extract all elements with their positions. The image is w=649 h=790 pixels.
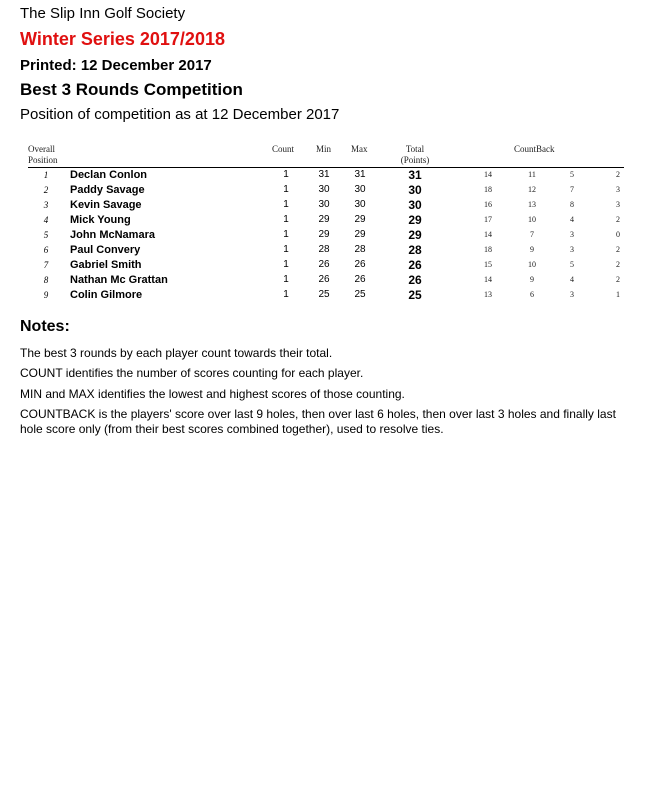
row-count: 1 — [283, 169, 289, 180]
printed-date: Printed: 12 December 2017 — [20, 57, 212, 74]
row-countback-9: 14 — [484, 275, 492, 284]
row-player-name: Paul Convery — [70, 244, 141, 256]
table-row — [0, 273, 649, 288]
table-row — [0, 168, 649, 183]
table-row — [0, 183, 649, 198]
row-countback-3: 4 — [570, 215, 574, 224]
row-min: 30 — [318, 184, 330, 195]
row-player-name: Gabriel Smith — [70, 259, 142, 271]
col-header-overall-line1: Overall — [28, 144, 55, 154]
row-countback-1: 2 — [616, 260, 620, 269]
table-row — [0, 258, 649, 273]
row-count: 1 — [283, 214, 289, 225]
row-total: 28 — [408, 243, 422, 257]
table-row — [0, 288, 649, 303]
row-max: 29 — [354, 229, 366, 240]
row-countback-9: 13 — [484, 290, 492, 299]
notes-title: Notes: — [20, 318, 70, 335]
row-count: 1 — [283, 244, 289, 255]
note-line: COUNT identifies the number of scores counting for each player. — [20, 366, 364, 380]
col-header-overall — [28, 144, 58, 166]
row-countback-6: 11 — [528, 170, 536, 179]
row-countback-9: 16 — [484, 200, 492, 209]
row-countback-3: 7 — [570, 185, 574, 194]
row-player-name: Colin Gilmore — [70, 289, 143, 301]
row-max: 25 — [354, 289, 366, 300]
row-countback-3: 3 — [570, 230, 574, 239]
row-countback-9: 17 — [484, 215, 492, 224]
row-total: 25 — [408, 288, 422, 302]
row-total: 29 — [408, 213, 422, 227]
row-player-name: Paddy Savage — [70, 184, 145, 196]
row-countback-1: 2 — [616, 245, 620, 254]
row-count: 1 — [283, 184, 289, 195]
row-countback-3: 3 — [570, 290, 574, 299]
col-header-countback: CountBack — [514, 144, 555, 154]
row-total: 29 — [408, 228, 422, 242]
row-position: 1 — [43, 170, 49, 180]
row-countback-1: 2 — [616, 170, 620, 179]
col-header-total — [398, 144, 432, 166]
row-player-name: Nathan Mc Grattan — [70, 274, 168, 286]
row-max: 28 — [354, 244, 366, 255]
row-total: 26 — [408, 258, 422, 272]
row-countback-9: 18 — [484, 245, 492, 254]
row-countback-3: 5 — [570, 170, 574, 179]
society-name: The Slip Inn Golf Society — [20, 5, 186, 22]
row-count: 1 — [283, 199, 289, 210]
col-header-count: Count — [272, 144, 295, 154]
row-min: 26 — [318, 274, 330, 285]
row-position: 4 — [43, 215, 49, 225]
row-count: 1 — [283, 274, 289, 285]
competition-subtitle: Position of competition as at 12 December 2017 — [20, 106, 340, 123]
row-countback-1: 3 — [616, 185, 620, 194]
series-title: Winter Series 2017/2018 — [20, 29, 225, 49]
row-min: 31 — [318, 169, 330, 180]
row-countback-6: 13 — [528, 200, 536, 209]
col-header-total-line2: (Points) — [400, 155, 430, 165]
row-player-name: Kevin Savage — [70, 199, 142, 211]
row-max: 29 — [354, 214, 366, 225]
table-row — [0, 198, 649, 213]
row-count: 1 — [283, 289, 289, 300]
row-position: 5 — [43, 230, 49, 240]
row-position: 3 — [43, 200, 49, 210]
row-countback-6: 9 — [530, 245, 534, 254]
note-line: The best 3 rounds by each player count towards their total. — [20, 346, 333, 360]
row-countback-1: 2 — [616, 275, 620, 284]
row-position: 9 — [43, 290, 49, 300]
row-min: 29 — [318, 214, 330, 225]
table-row — [0, 213, 649, 228]
row-position: 7 — [43, 260, 49, 270]
col-header-overall-line2: Position — [28, 155, 58, 165]
row-position: 8 — [43, 275, 49, 285]
row-total: 26 — [408, 273, 422, 287]
col-header-max: Max — [351, 144, 368, 154]
table-row — [0, 228, 649, 243]
competition-title: Best 3 Rounds Competition — [20, 80, 243, 99]
row-countback-9: 14 — [484, 230, 492, 239]
row-min: 30 — [318, 199, 330, 210]
row-countback-3: 5 — [570, 260, 574, 269]
row-min: 25 — [318, 289, 330, 300]
note-line: MIN and MAX identifies the lowest and highest scores of those counting. — [20, 387, 405, 401]
row-countback-6: 9 — [530, 275, 534, 284]
row-countback-9: 18 — [484, 185, 492, 194]
row-countback-1: 0 — [616, 230, 620, 239]
col-header-total-line1: Total — [405, 144, 425, 154]
row-player-name: Mick Young — [70, 214, 131, 226]
row-countback-1: 3 — [616, 200, 620, 209]
row-countback-1: 2 — [616, 215, 620, 224]
row-count: 1 — [283, 229, 289, 240]
row-max: 26 — [354, 259, 366, 270]
row-countback-6: 6 — [530, 290, 534, 299]
table-row — [0, 243, 649, 258]
row-player-name: Declan Conlon — [70, 169, 148, 181]
row-countback-6: 10 — [528, 260, 536, 269]
row-countback-3: 4 — [570, 275, 574, 284]
row-total: 31 — [408, 168, 422, 182]
row-countback-9: 15 — [484, 260, 492, 269]
row-player-name: John McNamara — [70, 229, 155, 241]
row-count: 1 — [283, 259, 289, 270]
row-countback-6: 7 — [530, 230, 534, 239]
row-position: 2 — [43, 185, 49, 195]
row-countback-1: 1 — [616, 290, 620, 299]
col-header-min: Min — [316, 144, 332, 154]
row-countback-9: 14 — [484, 170, 492, 179]
row-min: 26 — [318, 259, 330, 270]
row-total: 30 — [408, 183, 422, 197]
note-line: COUNTBACK is the players' score over last 9 holes, then over last 6 holes, then over last 3 holes and finally last hole score only (from their best scores combined together), used to resolve ties. — [20, 407, 616, 436]
row-max: 26 — [354, 274, 366, 285]
row-countback-6: 12 — [528, 185, 536, 194]
row-total: 30 — [408, 198, 422, 212]
row-countback-3: 8 — [570, 200, 574, 209]
row-max: 30 — [354, 199, 366, 210]
row-countback-3: 3 — [570, 245, 574, 254]
row-max: 30 — [354, 184, 366, 195]
row-position: 6 — [43, 245, 49, 255]
row-min: 28 — [318, 244, 330, 255]
row-max: 31 — [354, 169, 366, 180]
row-min: 29 — [318, 229, 330, 240]
row-countback-6: 10 — [528, 215, 536, 224]
